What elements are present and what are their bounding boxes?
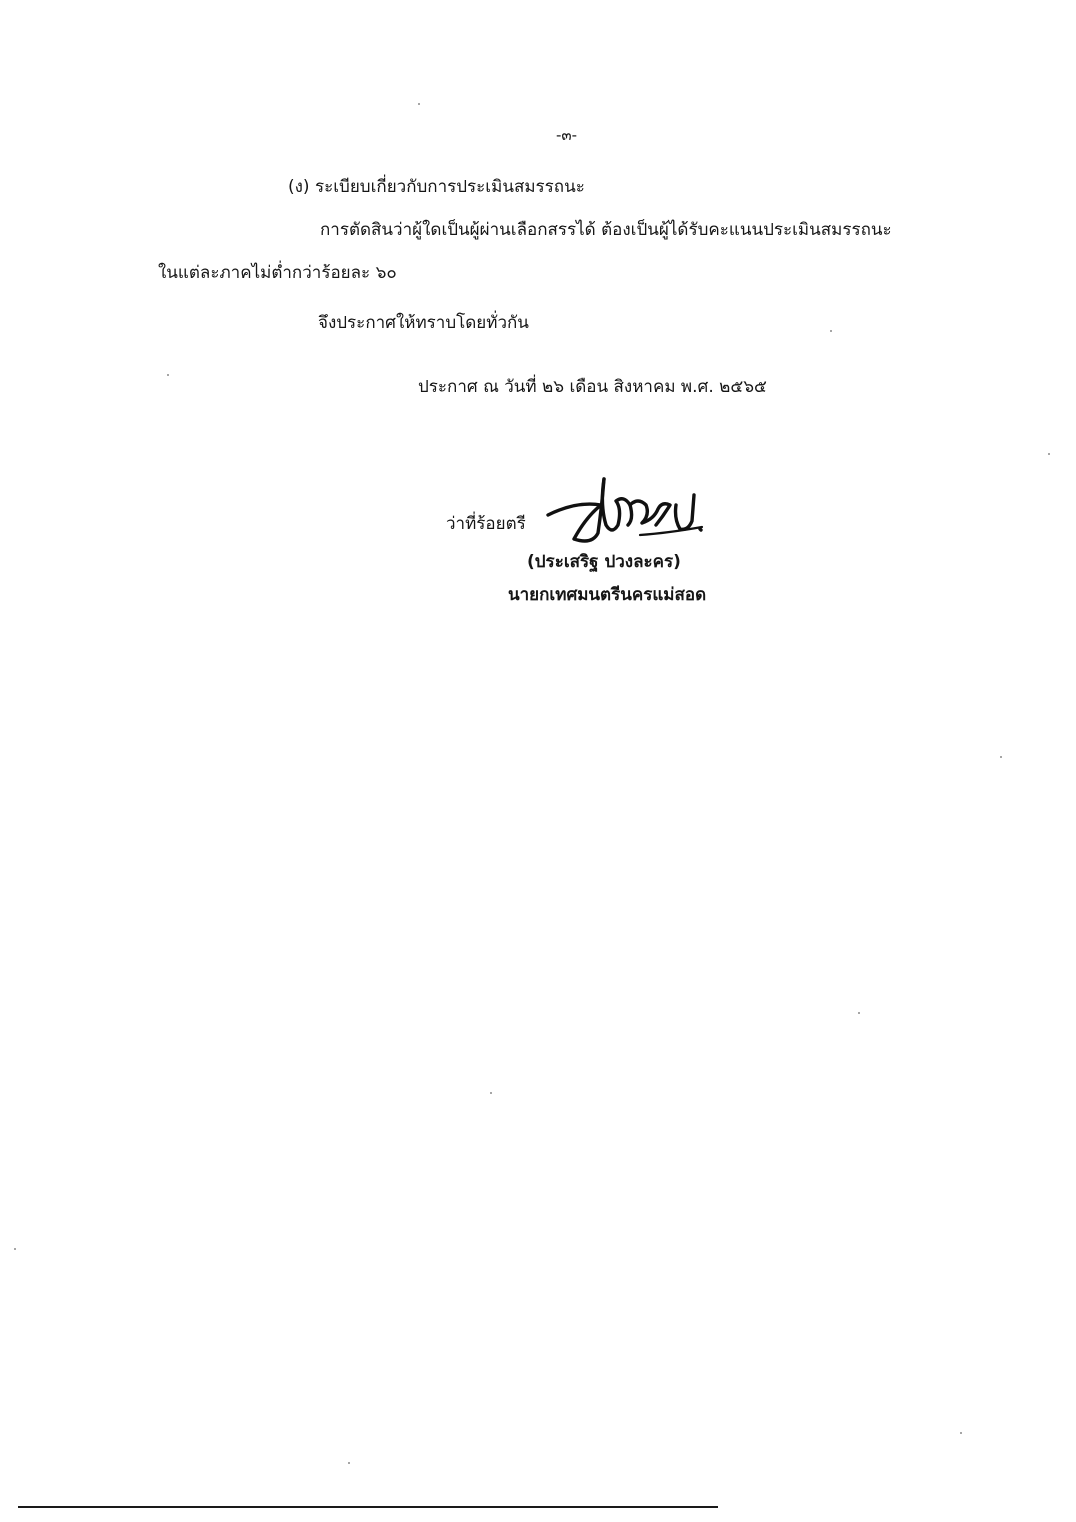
scan-speck (167, 374, 169, 376)
signer-title: นายกเทศมนตรีนครแม่สอด (508, 585, 707, 605)
scan-speck (830, 330, 832, 332)
scan-speck (418, 103, 420, 105)
scan-speck (858, 1012, 860, 1014)
scan-speck (1000, 756, 1002, 758)
signer-name: (ประเสริฐ ปวงละคร) (527, 552, 681, 572)
scan-speck (348, 1462, 350, 1464)
page-number: -๓- (556, 126, 578, 144)
signer-rank: ว่าที่ร้อยตรี (446, 514, 526, 534)
closing-statement: จึงประกาศให้ทราบโดยทั่วกัน (318, 313, 529, 333)
scan-speck (490, 1092, 492, 1094)
announcement-date: ประกาศ ณ วันที่ ๒๖ เดือน สิงหาคม พ.ศ. ๒๕๖๕ (418, 377, 767, 397)
scan-speck (960, 1432, 962, 1434)
page-bottom-edge (18, 1506, 718, 1508)
section-heading: (ง) ระเบียบเกี่ยวกับการประเมินสมรรถนะ (288, 177, 585, 197)
paragraph-line-2: ในแต่ละภาคไม่ต่ำกว่าร้อยละ ๖๐ (158, 263, 397, 283)
scan-speck (1048, 453, 1050, 455)
scan-speck (14, 1248, 16, 1250)
paragraph-line-1: การตัดสินว่าผู้ใดเป็นผู้ผ่านเลือกสรรได้ ต้องเป็นผู้ได้รับคะแนนประเมินสมรรถนะ (320, 220, 892, 240)
